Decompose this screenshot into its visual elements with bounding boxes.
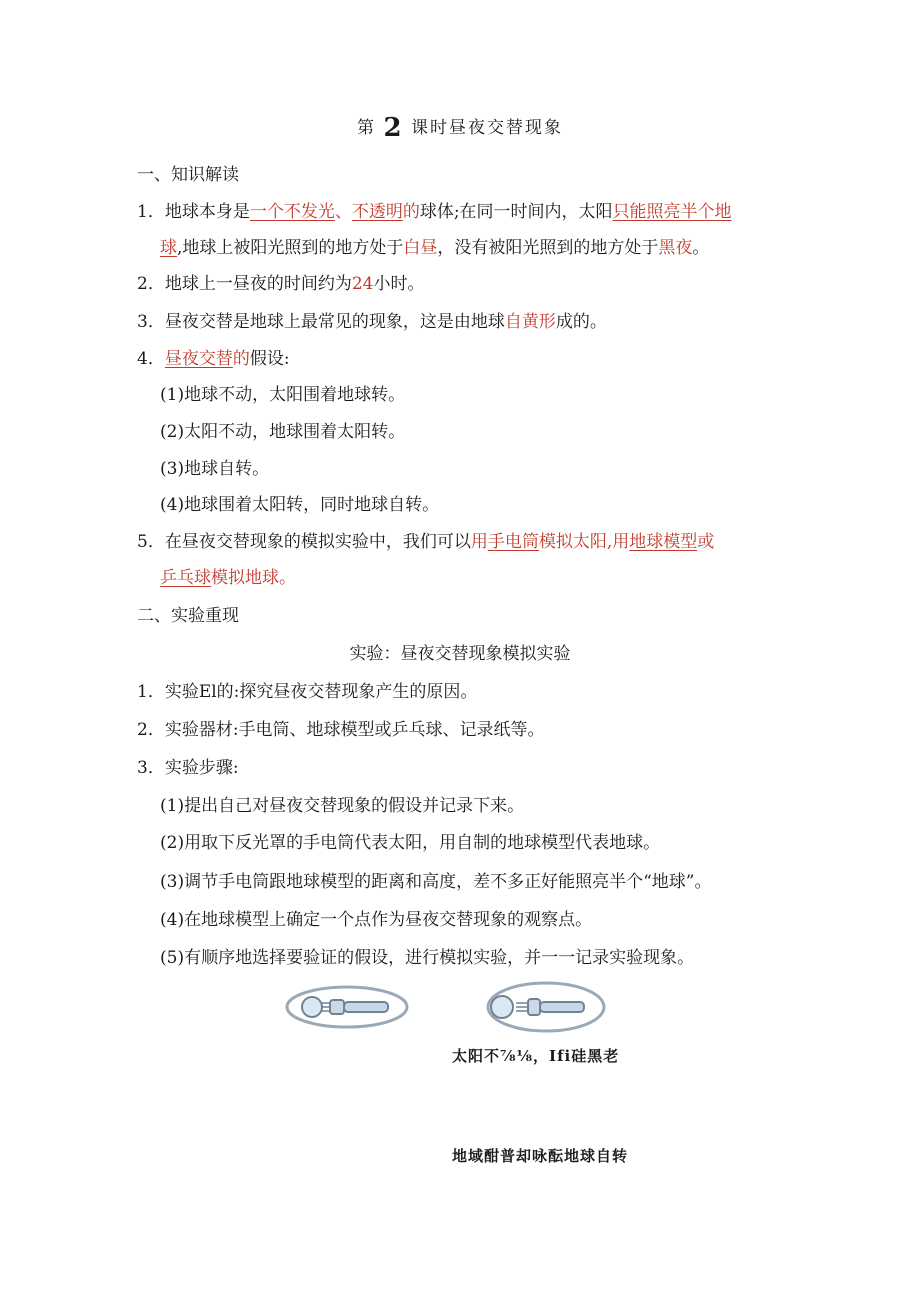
hypothesis-2: (2)太阳不动，地球围着太阳转。 bbox=[160, 422, 406, 442]
knowledge-item-3: 3．昼夜交替是地球上最常见的现象，这是由地球自黄形成的。 bbox=[137, 312, 607, 332]
experiment-step-3: (3)调节手电筒跟地球模型的距离和高度，差不多正好能照亮半个“地球”。 bbox=[160, 872, 712, 892]
experiment-step-4: (4)在地球模型上确定一个点作为昼夜交替现象的观察点。 bbox=[160, 910, 593, 930]
knowledge-item-1-line-1: 1．地球本身是一个不发光、不透明的球体;在同一时间内，太阳只能照亮半个地 bbox=[137, 202, 732, 222]
experiment-materials: 2．实验器材:手电筒、地球模型或乒乓球、记录纸等。 bbox=[137, 720, 545, 740]
knowledge-item-5-line-2: 乒乓球模拟地球。 bbox=[160, 568, 296, 588]
illustration-sun-earth-model-2 bbox=[484, 980, 608, 1034]
hypothesis-1: (1)地球不动，太阳围着地球转。 bbox=[160, 385, 406, 405]
experiment-step-1: (1)提出自己对昼夜交替现象的假设并记录下来。 bbox=[160, 796, 525, 816]
hypothesis-4: (4)地球围着太阳转，同时地球自转。 bbox=[160, 495, 440, 515]
experiment-purpose: 1．实验El的:探究昼夜交替现象产生的原因。 bbox=[137, 682, 478, 702]
illustration-sun-earth-model-1 bbox=[282, 982, 412, 1032]
illustration-caption-1: 太阳不⅞⅛，Ifi硅黑老 bbox=[452, 1047, 620, 1065]
section-heading-knowledge: 一、知识解读 bbox=[137, 165, 239, 185]
knowledge-item-5-line-1: 5．在昼夜交替现象的模拟实验中，我们可以用手电筒模拟太阳,用地球模型或 bbox=[137, 532, 715, 552]
knowledge-item-2: 2．地球上一昼夜的时间约为24小时。 bbox=[137, 274, 425, 294]
illustration-caption-2: 地域酣普却咏酝地球自转 bbox=[452, 1147, 629, 1165]
experiment-step-5: (5)有顺序地选择要验证的假设，进行模拟实验，并一一记录实验现象。 bbox=[160, 948, 695, 968]
knowledge-item-4: 4．昼夜交替的假设: bbox=[137, 349, 290, 369]
knowledge-item-1-line-2: 球,地球上被阳光照到的地方处于白昼，没有被阳光照到的地方处于黑夜。 bbox=[160, 238, 710, 258]
experiment-step-2: (2)用取下反光罩的手电筒代表太阳，用自制的地球模型代表地球。 bbox=[160, 833, 661, 853]
experiment-steps-heading: 3．实验步骤: bbox=[137, 758, 239, 778]
hypothesis-3: (3)地球自转。 bbox=[160, 459, 270, 479]
section-heading-experiment: 二、实验重现 bbox=[137, 606, 239, 626]
page-title: 第 2 课时昼夜交替现象 bbox=[357, 113, 563, 143]
experiment-title: 实验：昼夜交替现象模拟实验 bbox=[349, 644, 571, 664]
